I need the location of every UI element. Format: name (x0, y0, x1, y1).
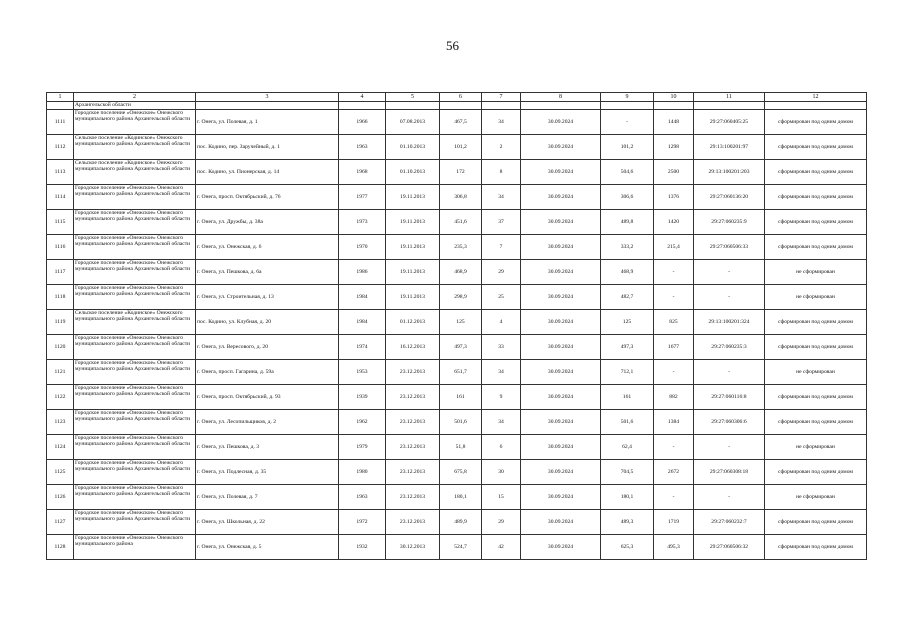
date-cell: 01.10.2013 (386, 135, 440, 160)
value-cell: 215,4 (654, 235, 694, 260)
column-number-row (47, 93, 867, 102)
table-row (47, 360, 867, 385)
date-cell: 19.11.2013 (386, 210, 440, 235)
year-cell: 1977 (339, 185, 386, 210)
deadline-cell: 30.09.2024 (521, 410, 601, 435)
year-cell: 1984 (339, 310, 386, 335)
area-planned-cell: 704,5 (601, 460, 654, 485)
status-cell: сформирован под одним домом (765, 535, 867, 560)
area-planned-cell: 101,2 (601, 135, 654, 160)
table-row (47, 510, 867, 535)
address-cell: г. Онега, ул. Онежская, д. 5 (196, 535, 339, 560)
area-planned-cell: 482,7 (601, 285, 654, 310)
settlement-cell: Сельское поселение «Кодинское» Онежского муниципального района Архангельской области (74, 160, 196, 185)
residents-cell: 29 (482, 510, 521, 535)
table-row (47, 435, 867, 460)
date-cell: 19.11.2013 (386, 260, 440, 285)
status-cell: не сформирован (765, 285, 867, 310)
cadastre-cell: 29:13:100201:203 (694, 160, 765, 185)
residents-cell: 34 (482, 110, 521, 135)
value-cell: - (654, 485, 694, 510)
table-row (47, 535, 867, 560)
column-number: 6 (440, 93, 482, 102)
year-cell: 1980 (339, 460, 386, 485)
area-cell: 161 (440, 385, 482, 410)
residents-cell: 2 (482, 135, 521, 160)
table-row (47, 135, 867, 160)
cadastre-cell: - (694, 360, 765, 385)
value-cell: 1448 (654, 110, 694, 135)
address-cell: г. Онега, ул. Пешкова, д. 6а (196, 260, 339, 285)
deadline-cell: 30.09.2024 (521, 510, 601, 535)
cadastre-cell: 29:27:060235:3 (694, 335, 765, 360)
residents-cell: 15 (482, 485, 521, 510)
area-cell: 101,2 (440, 135, 482, 160)
year-cell: 1966 (339, 110, 386, 135)
area-cell: 306,8 (440, 185, 482, 210)
column-number: 8 (521, 93, 601, 102)
column-number: 11 (694, 93, 765, 102)
year-cell: 1932 (339, 535, 386, 560)
area-planned-cell: 180,1 (601, 485, 654, 510)
deadline-cell: 30.09.2024 (521, 135, 601, 160)
row-id-cell: 1125 (47, 460, 74, 485)
date-cell: 01.10.2013 (386, 160, 440, 185)
row-id-cell: 1118 (47, 285, 74, 310)
row-id-cell: 1120 (47, 335, 74, 360)
settlement-cell: Городское поселение «Онежское» Онежского муниципального района Архангельской области (74, 235, 196, 260)
table-row (47, 210, 867, 235)
cadastre-cell: 29:27:060136:20 (694, 185, 765, 210)
value-cell: 1384 (654, 410, 694, 435)
residents-cell: 6 (482, 435, 521, 460)
table-row (47, 385, 867, 410)
deadline-cell: 30.09.2024 (521, 485, 601, 510)
settlement-cell: Сельское поселение «Кодинское» Онежского муниципального района Архангельской области (74, 310, 196, 335)
cadastre-cell: 29:27:060405:25 (694, 110, 765, 135)
status-cell: сформирован под одним домом (765, 210, 867, 235)
residents-cell: 4 (482, 310, 521, 335)
area-cell: 451,6 (440, 210, 482, 235)
year-cell: 1939 (339, 385, 386, 410)
row-id-cell: 1123 (47, 410, 74, 435)
cadastre-cell: 29:27:060232:7 (694, 510, 765, 535)
column-number: 3 (196, 93, 339, 102)
deadline-cell: 30.09.2024 (521, 235, 601, 260)
deadline-cell: 30.09.2024 (521, 535, 601, 560)
date-cell: 23.12.2013 (386, 510, 440, 535)
address-cell: г. Онега, ул. Лесопильщиков, д. 2 (196, 410, 339, 435)
status-cell: сформирован под одним домом (765, 385, 867, 410)
status-cell: сформирован под одним домом (765, 510, 867, 535)
address-cell: г. Онега, ул. Подлесная, д. 35 (196, 460, 339, 485)
value-cell: - (654, 435, 694, 460)
area-planned-cell: 62,4 (601, 435, 654, 460)
row-id-cell: 1116 (47, 235, 74, 260)
settlement-cell: Городское поселение «Онежское» Онежского муниципального района Архангельской области (74, 510, 196, 535)
column-number: 2 (74, 93, 196, 102)
area-planned-cell: 497,3 (601, 335, 654, 360)
status-cell: не сформирован (765, 360, 867, 385)
column-number: 1 (47, 93, 74, 102)
year-cell: 1979 (339, 435, 386, 460)
area-cell: 524,7 (440, 535, 482, 560)
address-cell: г. Онега, просп. Октябрьский, д. 76 (196, 185, 339, 210)
table-row (47, 410, 867, 435)
date-cell: 07.08.2013 (386, 110, 440, 135)
status-cell: не сформирован (765, 485, 867, 510)
cadastre-cell: 29:27:060306:6 (694, 410, 765, 435)
address-cell: г. Онега, просп. Октябрьский, д. 93 (196, 385, 339, 410)
date-cell: 19.11.2013 (386, 235, 440, 260)
row-id-cell: 1117 (47, 260, 74, 285)
column-number: 4 (339, 93, 386, 102)
settlement-cell: Городское поселение «Онежское» Онежского муниципального района Архангельской области (74, 410, 196, 435)
table-row (47, 260, 867, 285)
year-cell: 1974 (339, 335, 386, 360)
date-cell: 23.12.2013 (386, 385, 440, 410)
table-row (47, 460, 867, 485)
status-cell: сформирован под одним домом (765, 235, 867, 260)
deadline-cell: 30.09.2024 (521, 435, 601, 460)
area-cell: 235,3 (440, 235, 482, 260)
table-row (47, 185, 867, 210)
row-id-cell: 1111 (47, 110, 74, 135)
column-number: 12 (765, 93, 867, 102)
area-planned-cell: 333,2 (601, 235, 654, 260)
address-cell: г. Онега, ул. Вересового, д. 20 (196, 335, 339, 360)
row-id-cell: 1124 (47, 435, 74, 460)
settlement-cell: Городское поселение «Онежское» Онежского муниципального района Архангельской области (74, 185, 196, 210)
deadline-cell: 30.09.2024 (521, 385, 601, 410)
deadline-cell: 30.09.2024 (521, 335, 601, 360)
area-cell: 468,9 (440, 260, 482, 285)
table-row (47, 110, 867, 135)
year-cell: 1984 (339, 285, 386, 310)
value-cell: 1719 (654, 510, 694, 535)
settlement-cell: Городское поселение «Онежское» Онежского муниципального района Архангельской области (74, 435, 196, 460)
cadastre-cell: 29:13:100201:97 (694, 135, 765, 160)
table-row (47, 235, 867, 260)
table-row (47, 335, 867, 360)
area-planned-cell: 712,1 (601, 360, 654, 385)
area-cell: 298,9 (440, 285, 482, 310)
deadline-cell: 30.09.2024 (521, 110, 601, 135)
settlement-cell: Городское поселение «Онежское» Онежского муниципального района Архангельской области (74, 485, 196, 510)
residents-cell: 29 (482, 260, 521, 285)
value-cell: - (654, 285, 694, 310)
address-cell: г. Онега, ул. Дружбы, д. 38а (196, 210, 339, 235)
row-id-cell: 1122 (47, 385, 74, 410)
area-cell: 467,5 (440, 110, 482, 135)
address-cell: г. Онега, ул. Онежская, д. 6 (196, 235, 339, 260)
settlement-cell: Городское поселение «Онежское» Онежского муниципального района Архангельской области (74, 260, 196, 285)
date-cell: 23.12.2013 (386, 435, 440, 460)
date-cell: 23.12.2013 (386, 410, 440, 435)
deadline-cell: 30.09.2024 (521, 460, 601, 485)
settlement-cell: Городское поселение «Онежское» Онежского муниципального района Архангельской области (74, 360, 196, 385)
cadastre-cell: 29:27:060116:8 (694, 385, 765, 410)
row-id-cell: 1113 (47, 160, 74, 185)
value-cell: 1298 (654, 135, 694, 160)
residents-cell: 33 (482, 335, 521, 360)
year-cell: 1973 (339, 210, 386, 235)
value-cell: - (654, 360, 694, 385)
area-planned-cell: 489,3 (601, 510, 654, 535)
year-cell: 1970 (339, 235, 386, 260)
address-cell: г. Онега, просп. Гагарина, д. 59а (196, 360, 339, 385)
residents-cell: 7 (482, 235, 521, 260)
area-cell: 180,1 (440, 485, 482, 510)
row-id-cell: 1121 (47, 360, 74, 385)
date-cell: 19.11.2013 (386, 285, 440, 310)
value-cell: 825 (654, 310, 694, 335)
area-planned-cell: 625,3 (601, 535, 654, 560)
status-cell: не сформирован (765, 435, 867, 460)
settlement-cell: Архангельской области (74, 102, 196, 110)
value-cell: 2672 (654, 460, 694, 485)
date-cell: 19.11.2013 (386, 185, 440, 210)
table-row (47, 285, 867, 310)
deadline-cell: 30.09.2024 (521, 360, 601, 385)
cadastre-cell: 29:13:100201:324 (694, 310, 765, 335)
address-cell: г. Онега, ул. Полевая, д. 7 (196, 485, 339, 510)
housing-registry-table (46, 92, 867, 560)
cadastre-cell: - (694, 485, 765, 510)
area-planned-cell: 161 (601, 385, 654, 410)
settlement-cell: Городское поселение «Онежское» Онежского муниципального района Архангельской области (74, 335, 196, 360)
table-row (47, 310, 867, 335)
deadline-cell: 30.09.2024 (521, 260, 601, 285)
area-cell: 675,8 (440, 460, 482, 485)
area-cell: 489,9 (440, 510, 482, 535)
area-planned-cell: - (601, 110, 654, 135)
status-cell: сформирован под одним домом (765, 135, 867, 160)
residents-cell: 42 (482, 535, 521, 560)
table-body (47, 93, 867, 560)
residents-cell: 25 (482, 285, 521, 310)
settlement-cell: Городское поселение «Онежское» Онежского муниципального района Архангельской области (74, 210, 196, 235)
cadastre-cell: - (694, 260, 765, 285)
continued-row (47, 102, 867, 110)
page-number: 56 (446, 38, 459, 53)
date-cell: 23.12.2013 (386, 460, 440, 485)
year-cell: 1963 (339, 485, 386, 510)
deadline-cell: 30.09.2024 (521, 285, 601, 310)
cadastre-cell: 29:27:060506:32 (694, 535, 765, 560)
deadline-cell: 30.09.2024 (521, 185, 601, 210)
year-cell: 1968 (339, 160, 386, 185)
residents-cell: 37 (482, 210, 521, 235)
cadastre-cell: 29:27:060235:9 (694, 210, 765, 235)
value-cell: 1420 (654, 210, 694, 235)
address-cell: г. Онега, ул. Строительная, д. 13 (196, 285, 339, 310)
cadastre-cell: 29:27:060308:18 (694, 460, 765, 485)
area-cell: 651,7 (440, 360, 482, 385)
cadastre-cell: - (694, 285, 765, 310)
address-cell: пос. Кодино, пер. Заручейный, д. 1 (196, 135, 339, 160)
deadline-cell: 30.09.2024 (521, 310, 601, 335)
date-cell: 23.12.2013 (386, 360, 440, 385)
column-number: 10 (654, 93, 694, 102)
status-cell: сформирован под одним домом (765, 110, 867, 135)
address-cell: пос. Кодино, ул. Клубная, д. 20 (196, 310, 339, 335)
table-row (47, 160, 867, 185)
address-cell: г. Онега, ул. Школьная, д. 22 (196, 510, 339, 535)
area-planned-cell: 468,9 (601, 260, 654, 285)
column-number: 9 (601, 93, 654, 102)
row-id-cell: 1119 (47, 310, 74, 335)
row-id-cell: 1126 (47, 485, 74, 510)
year-cell: 1972 (339, 510, 386, 535)
row-id-cell: 1127 (47, 510, 74, 535)
cadastre-cell: - (694, 435, 765, 460)
residents-cell: 9 (482, 385, 521, 410)
value-cell: 495,3 (654, 535, 694, 560)
area-cell: 172 (440, 160, 482, 185)
value-cell: 882 (654, 385, 694, 410)
value-cell: 1376 (654, 185, 694, 210)
column-number: 5 (386, 93, 440, 102)
deadline-cell: 30.09.2024 (521, 210, 601, 235)
residents-cell: 34 (482, 360, 521, 385)
settlement-cell: Городское поселение «Онежское» Онежского муниципального района Архангельской области (74, 285, 196, 310)
settlement-cell: Городское поселение «Онежское» Онежского муниципального района (74, 535, 196, 560)
year-cell: 1986 (339, 260, 386, 285)
address-cell: пос. Кодино, ул. Пионерская, д. 14 (196, 160, 339, 185)
date-cell: 01.12.2013 (386, 310, 440, 335)
settlement-cell: Городское поселение «Онежское» Онежского муниципального района Архангельской области (74, 460, 196, 485)
area-planned-cell: 489,8 (601, 210, 654, 235)
year-cell: 1963 (339, 135, 386, 160)
residents-cell: 8 (482, 160, 521, 185)
status-cell: сформирован под одним домом (765, 460, 867, 485)
area-planned-cell: 125 (601, 310, 654, 335)
value-cell: - (654, 260, 694, 285)
residents-cell: 34 (482, 185, 521, 210)
residents-cell: 30 (482, 460, 521, 485)
row-id-cell: 1114 (47, 185, 74, 210)
area-planned-cell: 501,6 (601, 410, 654, 435)
area-planned-cell: 306,6 (601, 185, 654, 210)
area-cell: 501,6 (440, 410, 482, 435)
residents-cell: 34 (482, 410, 521, 435)
status-cell: сформирован под одним домом (765, 410, 867, 435)
date-cell: 16.12.2013 (386, 335, 440, 360)
value-cell: 1677 (654, 335, 694, 360)
deadline-cell: 30.09.2024 (521, 160, 601, 185)
status-cell: не сформирован (765, 260, 867, 285)
value-cell: 2500 (654, 160, 694, 185)
row-id-cell: 1128 (47, 535, 74, 560)
row-id-cell: 1112 (47, 135, 74, 160)
settlement-cell: Сельское поселение «Кодинское» Онежского муниципального района Архангельской области (74, 135, 196, 160)
settlement-cell: Городское поселение «Онежское» Онежского муниципального района Архангельской области (74, 385, 196, 410)
table-row (47, 485, 867, 510)
area-cell: 51,8 (440, 435, 482, 460)
settlement-cell: Городское поселение «Онежское» Онежского муниципального района Архангельской области (74, 110, 196, 135)
year-cell: 1962 (339, 410, 386, 435)
status-cell: сформирован под одним домом (765, 160, 867, 185)
status-cell: сформирован под одним домом (765, 185, 867, 210)
date-cell: 30.12.2013 (386, 535, 440, 560)
column-number: 7 (482, 93, 521, 102)
address-cell: г. Онега, ул. Полевая, д. 1 (196, 110, 339, 135)
year-cell: 1953 (339, 360, 386, 385)
cadastre-cell: 29:27:060506:33 (694, 235, 765, 260)
area-cell: 497,3 (440, 335, 482, 360)
area-cell: 125 (440, 310, 482, 335)
status-cell: сформирован под одним домом (765, 335, 867, 360)
area-planned-cell: 504,6 (601, 160, 654, 185)
address-cell: г. Онега, ул. Пешкова, д. 3 (196, 435, 339, 460)
row-id-cell: 1115 (47, 210, 74, 235)
date-cell: 23.12.2013 (386, 485, 440, 510)
status-cell: сформирован под одним домом (765, 310, 867, 335)
